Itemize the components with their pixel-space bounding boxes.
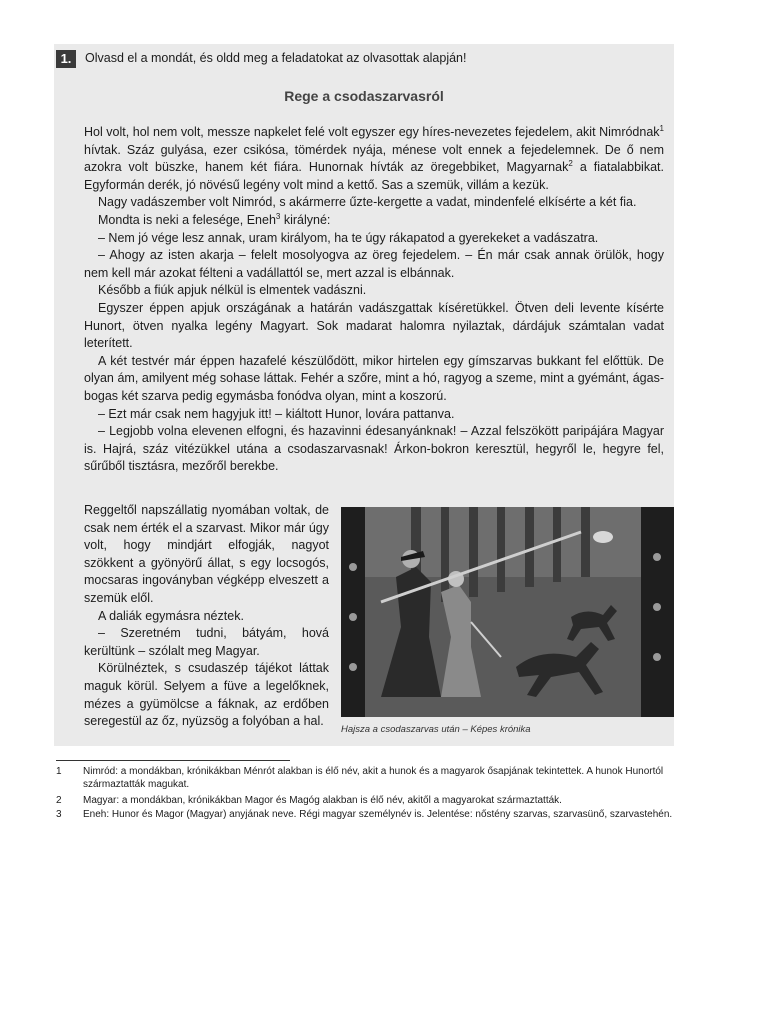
story-title: Rege a csodaszarvasról xyxy=(284,88,444,104)
footnote-2 xyxy=(56,794,680,807)
hunt-scene-image xyxy=(341,507,674,717)
paragraph-14: Körülnéztek, s csudaszép tájékot láttak maguk körül. Selyem a füve a legelőknek, mézes a gyümölcse a fáknak, az erdőben seregestül az őz, nyüzsög a folyóban a hal. xyxy=(84,661,329,729)
footnote-number: 2 xyxy=(56,795,62,806)
footnote-divider xyxy=(56,760,290,761)
paragraph-1: Hol volt, hol nem volt, messze napkelet felé volt egyszer egy híres-nevezetes fejedelem, akit Nimródnak$^1$ hívtak. Száz gulyása, ezer csikósa, tömérdek nyája, ménese volt ennek a fejedelemnek. De ő nem azokra volt büszke, hanem két fiára. Hunornak hívták az öregebbiket, Magyarnak$^2$ a fiatalabbikat. Egyformán derék, jó növésű legény volt mind a kettő. Sas a szemük, villám a kezük. xyxy=(84,123,664,192)
task-header xyxy=(56,50,672,70)
paragraph-6: Később a fiúk apjuk nélkül is elmentek vadászni. xyxy=(98,283,367,298)
paragraph-10: – Legjobb volna elevenen elfogni, és hazavinni édesanyánknak! – Azzal felszökött paripájára Magyar is. Hajrá, száz vitézükkel utána a csodaszarvasnak! Árkon-bokron keresztül, hegyről le, hegyre fel, sűrűből tisztásra, mezőről berekbe. xyxy=(84,424,664,474)
footnote-3 xyxy=(56,808,680,821)
footnote-number: 3 xyxy=(56,809,62,820)
task-number-badge: 1. xyxy=(56,50,76,68)
footnote-text: Eneh: Hunor és Magor (Magyar) anyjának neve. Régi magyar személynév is. Jelentése: nőstény szarvas, szarvasünő, szarvastehén. xyxy=(83,809,673,820)
paragraph-8: A két testvér már éppen hazafelé készülődött, mikor hirtelen egy gímszarvas bukkant fel előttük. De olyan ám, amilyent még sohase láttak. Fehér a szőre, mint a hó, ragyog a szeme, mint a gyémánt, ágas-bogas két szarva pedig egymásba fonódva olyan, mint a koszorú. xyxy=(84,353,664,403)
paragraph-3: Mondta is neki a felesége, Eneh$^3$ királyné: xyxy=(98,211,331,227)
paragraph-13: – Szeretném tudni, bátyám, hová kerültünk – szólalt meg Magyar. xyxy=(84,626,329,658)
story-column xyxy=(84,502,329,731)
figure-caption: Hajsza a csodaszarvas után – Képes krónika xyxy=(341,724,531,735)
story-body xyxy=(84,124,664,476)
footnote-ref-1: 1 xyxy=(659,123,664,133)
paragraph-4: – Nem jó vége lesz annak, uram királyom, ha te úgy rákapatod a gyerekeket a vadászatra. xyxy=(98,230,599,245)
footnote-text: Nimród: a mondákban, krónikákban Ménrót alakban is élő név, akit a hunok és a magyarok ősapjának tekintettek. A hunok Hunortól származtatták magukat. xyxy=(83,766,664,790)
paragraph-2: Nagy vadászember volt Nimród, s akármerre űzte-kergette a vadat, mindenfelé elkísérte a két fia. xyxy=(98,195,637,210)
footnote-1 xyxy=(56,765,680,791)
paragraph-9: – Ezt már csak nem hagyjuk itt! – kiáltott Hunor, lovára pattanva. xyxy=(98,406,455,421)
task-instruction: Olvasd el a mondát, és oldd meg a feladatokat az olvasottak alapján! xyxy=(85,51,467,65)
chronicle-illustration xyxy=(341,507,674,717)
footnote-text: Magyar: a mondákban, krónikákban Magor és Magóg alakban is élő név, akitől a magyarokat származtatták. xyxy=(83,795,562,806)
paragraph-5: – Ahogy az isten akarja – felelt mosolyogva az öreg fejedelem. – Én már csak annak örülök, hogy nem kell már azokat félteni a vadállattól se, mert azzal is elbánnak. xyxy=(84,248,664,280)
paragraph-7: Egyszer éppen apjuk országának a határán vadászgattak kíséretükkel. Ötven deli levente kísérte Hunort, ötven nyalka legény Magyart. Sok madarat halomra nyilaztak, dárdájuk számtalan vadat leterített. xyxy=(84,300,664,351)
paragraph-12: A daliák egymásra néztek. xyxy=(98,608,244,623)
footnote-number: 1 xyxy=(56,766,62,777)
footnote-ref-3: 3 xyxy=(275,211,281,221)
footnote-ref-2: 2 xyxy=(568,159,573,169)
paragraph-11: Reggeltől napszállatig nyomában voltak, de csak nem érték el a szarvast. Mikor már úgy volt, hogy mindjárt elfogják, nagyot szökkent a gyönyörű állat, s egy locsogós, mocsaras ingoványban végképp elveszett a szemük elől. xyxy=(84,503,329,605)
